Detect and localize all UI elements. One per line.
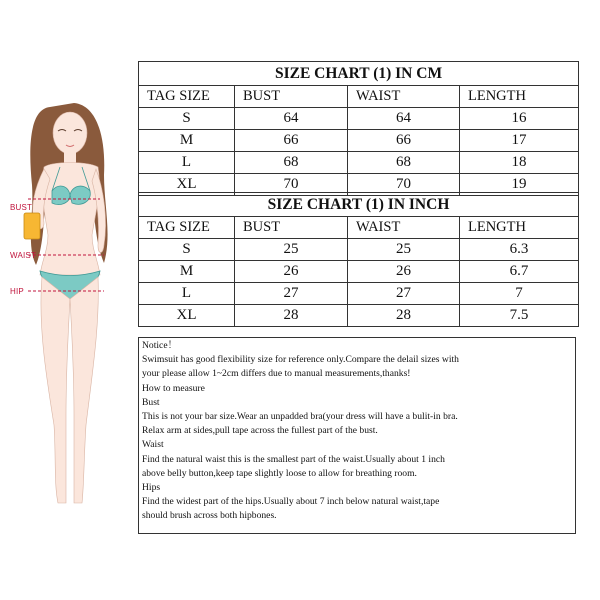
table-header-row bbox=[139, 86, 579, 108]
cell-size: L bbox=[139, 283, 235, 305]
cell-size: M bbox=[139, 130, 235, 152]
cell-length: 6.3 bbox=[460, 239, 579, 261]
cell-length: 7 bbox=[460, 283, 579, 305]
cell-bust: 70 bbox=[235, 174, 348, 196]
cell-bust: 68 bbox=[235, 152, 348, 174]
cell-waist: 26 bbox=[348, 261, 460, 283]
notice-line: Bust bbox=[142, 396, 160, 408]
header-bust: BUST bbox=[235, 217, 348, 239]
cell-waist: 64 bbox=[348, 108, 460, 130]
cell-size: S bbox=[139, 239, 235, 261]
table-row bbox=[139, 108, 579, 130]
cell-bust: 27 bbox=[235, 283, 348, 305]
header-length: LENGTH bbox=[460, 217, 579, 239]
hip-label: HIP bbox=[10, 287, 24, 296]
cell-waist: 27 bbox=[348, 283, 460, 305]
notice-line: Find the widest part of the hips.Usually about 7 inch below natural waist,tape bbox=[142, 496, 440, 508]
notice-line: your please allow 1~2cm differs due to manual measurements,thanks! bbox=[142, 368, 411, 380]
cell-size: M bbox=[139, 261, 235, 283]
notice-line: should brush across both hipbones. bbox=[142, 510, 277, 522]
notice-line: Swimsuit has good flexibility size for reference only.Compare the delail sizes with bbox=[142, 354, 459, 366]
notice-heading: Notice！ bbox=[142, 340, 178, 351]
cell-length: 6.7 bbox=[460, 261, 579, 283]
table-row bbox=[139, 152, 579, 174]
cell-length: 16 bbox=[460, 108, 579, 130]
table-header-row bbox=[139, 217, 579, 239]
cell-waist: 66 bbox=[348, 130, 460, 152]
cell-length: 19 bbox=[460, 174, 579, 196]
notice-line: above belly button,keep tape slightly loose to allow for breathing room. bbox=[142, 467, 417, 479]
table-row bbox=[139, 130, 579, 152]
header-length: LENGTH bbox=[460, 86, 579, 108]
notice-line: Waist bbox=[142, 439, 164, 451]
waist-label: WAIST bbox=[10, 251, 37, 260]
size-chart-inch-table bbox=[138, 192, 579, 327]
cell-size: XL bbox=[139, 174, 235, 196]
measurement-notice-box bbox=[138, 337, 576, 534]
inch-table-title: SIZE CHART (1) IN INCH bbox=[139, 193, 579, 217]
table-row bbox=[139, 305, 579, 327]
table-row bbox=[139, 261, 579, 283]
header-tag-size: TAG SIZE bbox=[139, 217, 235, 239]
notice-line: How to measure bbox=[142, 382, 205, 394]
cell-size: S bbox=[139, 108, 235, 130]
header-waist: WAIST bbox=[348, 217, 460, 239]
notice-line: Relax arm at sides,pull tape across the fullest part of the bust. bbox=[142, 425, 378, 437]
cell-waist: 70 bbox=[348, 174, 460, 196]
cell-bust: 28 bbox=[235, 305, 348, 327]
cell-waist: 68 bbox=[348, 152, 460, 174]
cell-length: 17 bbox=[460, 130, 579, 152]
header-tag-size: TAG SIZE bbox=[139, 86, 235, 108]
table-row bbox=[139, 239, 579, 261]
notice-line: This is not your bar size.Wear an unpadded bra(your dress will have a bulit-in bra. bbox=[142, 411, 458, 423]
cell-waist: 28 bbox=[348, 305, 460, 327]
cell-bust: 66 bbox=[235, 130, 348, 152]
notice-line: Hips bbox=[142, 482, 161, 494]
cell-size: L bbox=[139, 152, 235, 174]
bust-label: BUST bbox=[10, 203, 33, 212]
header-waist: WAIST bbox=[348, 86, 460, 108]
cm-table-title: SIZE CHART (1) IN CM bbox=[139, 62, 579, 86]
header-bust: BUST bbox=[235, 86, 348, 108]
table-row bbox=[139, 283, 579, 305]
cell-size: XL bbox=[139, 305, 235, 327]
size-chart-cm-table bbox=[138, 61, 579, 196]
cell-bust: 25 bbox=[235, 239, 348, 261]
model-illustration bbox=[0, 95, 135, 515]
cell-bust: 26 bbox=[235, 261, 348, 283]
cell-length: 18 bbox=[460, 152, 579, 174]
woman-in-swimsuit-image bbox=[0, 95, 135, 515]
cell-bust: 64 bbox=[235, 108, 348, 130]
cell-waist: 25 bbox=[348, 239, 460, 261]
cell-length: 7.5 bbox=[460, 305, 579, 327]
notice-line: Find the natural waist this is the smallest part of the waist.Usually about 1 inch bbox=[142, 453, 445, 465]
